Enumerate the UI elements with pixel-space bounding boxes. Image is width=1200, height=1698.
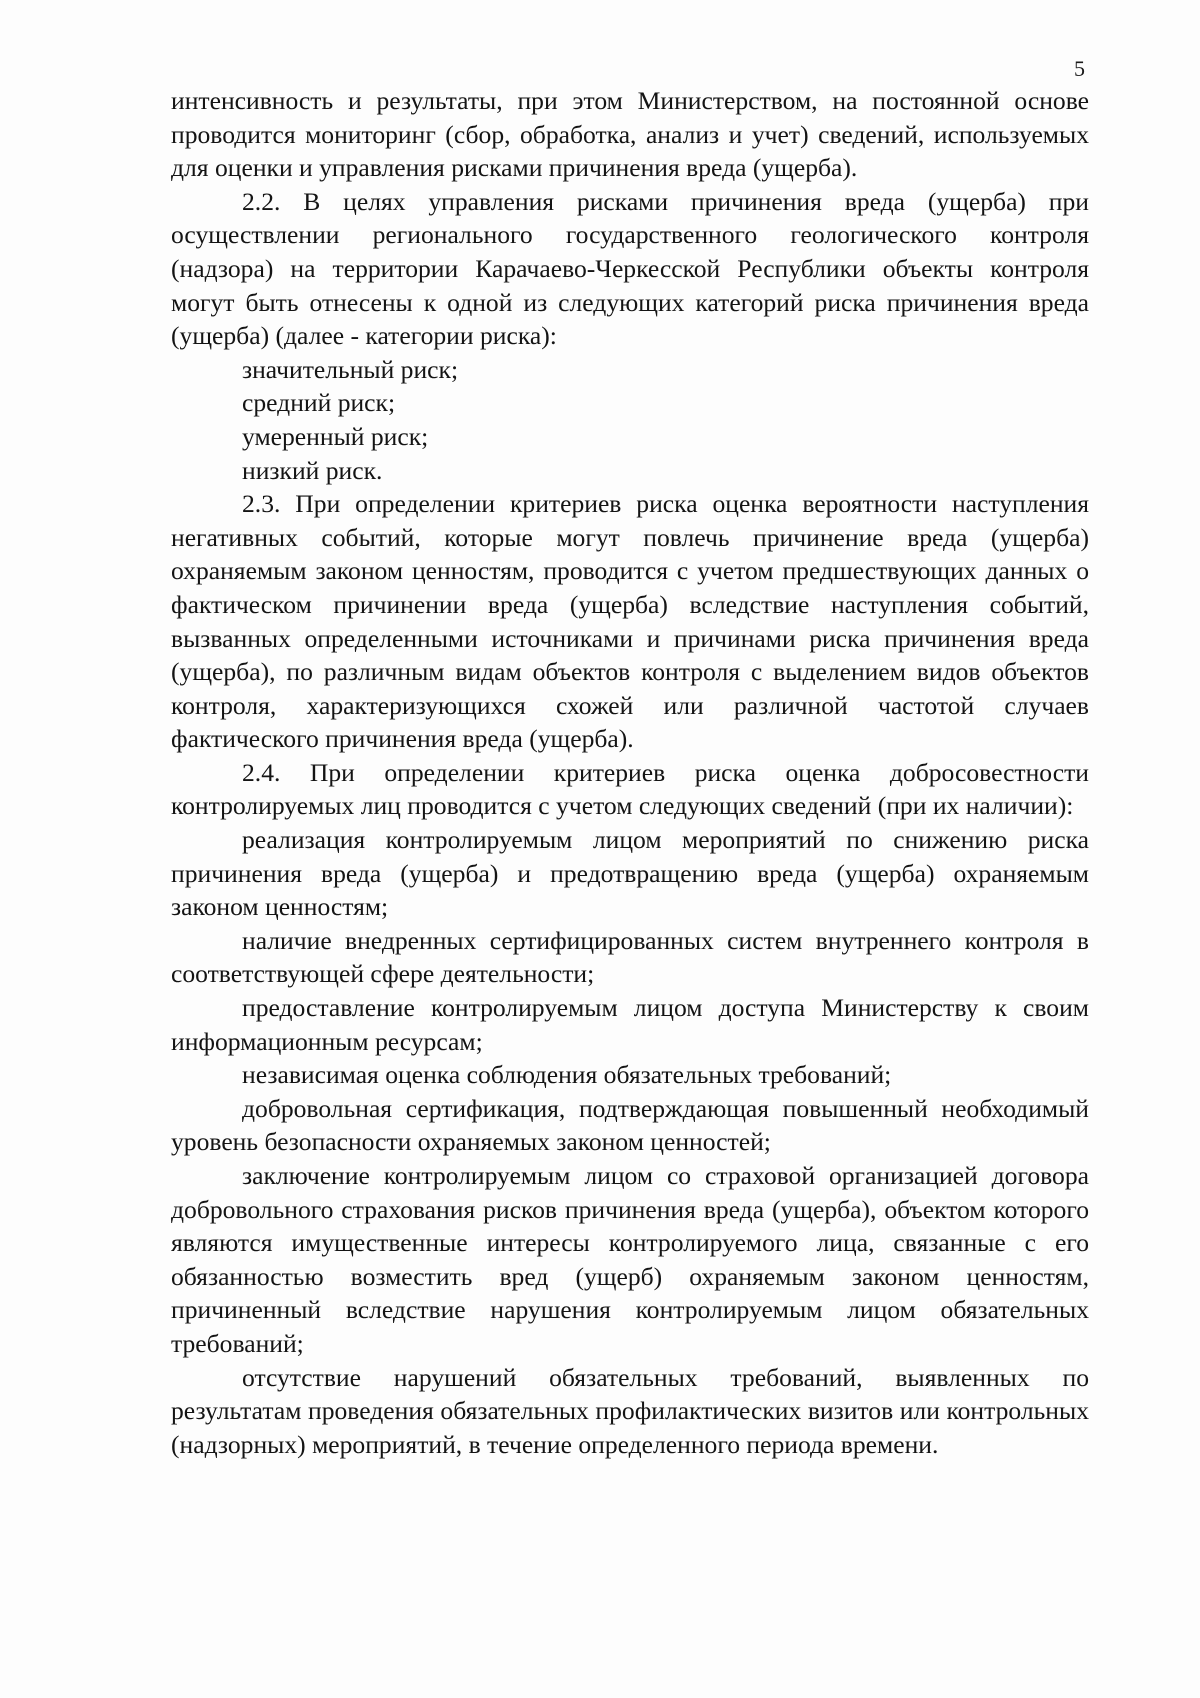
criterion-no-violations: отсутствие нарушений обязательных требований, выявленных по результатам проведения обязательных профилактических визитов или контрольных (надзорных) мероприятий, в течение определенного периода времени. — [171, 1362, 1089, 1459]
paragraph-2-3: 2.3. При определении критериев риска оценка вероятности наступления негативных событий, которые могут повлечь причинение вреда (ущерба) охраняемым законом ценностям, проводится с учетом предшествующих данных о фактическом причинении вреда (ущерба) вследствие наступления событий, вызванных определенными источниками и причинами риска причинения вреда (ущерба), по различным видам объектов контроля с выделением видов объектов контроля, характеризующихся схожей или различной частотой случаев фактического причинения вреда (ущерба). — [171, 489, 1089, 754]
criterion-independent-assessment: независимая оценка соблюдения обязательных требований; — [242, 1060, 892, 1090]
risk-category-significant: значительный риск; — [242, 354, 459, 384]
risk-category-medium: средний риск; — [242, 388, 396, 418]
criterion-voluntary-certification: добровольная сертификация, подтверждающая повышенный необходимый уровень безопасности охраняемых законом ценностей; — [171, 1093, 1089, 1157]
criterion-certified-control-systems: наличие внедренных сертифицированных систем внутреннего контроля в соответствующей сфере деятельности; — [171, 925, 1089, 989]
paragraph-2-4: 2.4. При определении критериев риска оценка добросовестности контролируемых лиц проводится с учетом следующих сведений (при их наличии): — [171, 757, 1089, 821]
risk-category-low: низкий риск. — [242, 455, 383, 485]
paragraph-2-2: 2.2. В целях управления рисками причинения вреда (ущерба) при осуществлении регионального государственного геологического контроля (надзора) на территории Карачаево-Черкесской Республики объекты контроля могут быть отнесены к одной из следующих категорий риска причинения вреда (ущерба) (далее - категории риска): — [171, 186, 1089, 351]
risk-category-moderate: умеренный риск; — [242, 421, 429, 451]
page-number: 5 — [1074, 56, 1085, 81]
document-body — [171, 84, 1089, 1461]
criterion-risk-reduction-measures: реализация контролируемым лицом мероприятий по снижению риска причинения вреда (ущерба) и предотвращению вреда (ущерба) охраняемым законом ценностям; — [171, 825, 1089, 922]
paragraph-continuation: интенсивность и результаты, при этом Министерством, на постоянной основе проводится мониторинг (сбор, обработка, анализ и учет) сведений, используемых для оценки и управления рисками причинения вреда (ущерба). — [171, 86, 1089, 183]
criterion-information-access: предоставление контролируемым лицом доступа Министерству к своим информационным ресурсам; — [171, 993, 1089, 1056]
criterion-insurance-contract: заключение контролируемым лицом со страховой организацией договора добровольного страхования рисков причинения вреда (ущерба), объектом которого являются имущественные интересы контролируемого лица, связанные с его обязанностью возместить вред (ущерб) охраняемым законом ценностям, причиненный вследствие нарушения контролируемым лицом обязательных требований; — [171, 1161, 1089, 1358]
